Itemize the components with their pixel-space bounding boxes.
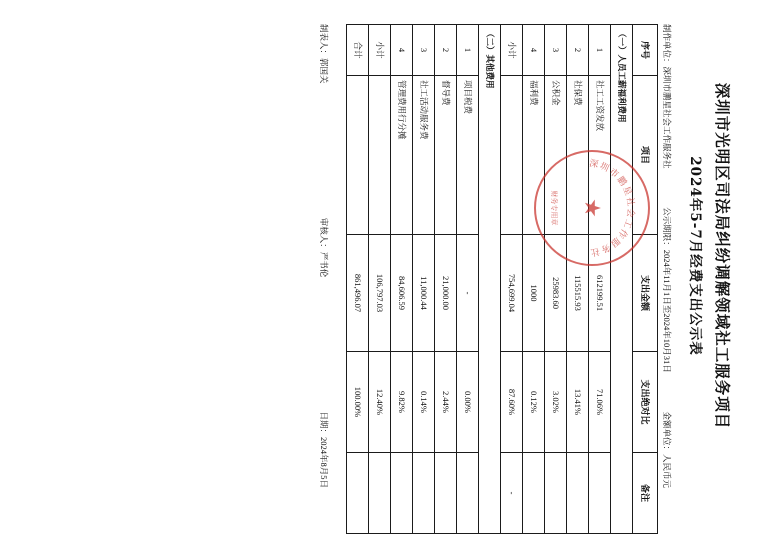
cell-note (434, 453, 456, 534)
cell-pct: 0.00% (456, 352, 478, 453)
page-subtitle: 2024年5-7月经费支出公示表 (686, 156, 703, 356)
footer-row (318, 24, 330, 488)
cell-total-pct: 100.00% (346, 352, 368, 453)
section-header-row (610, 25, 632, 534)
cell-pct: 13.41% (566, 352, 588, 453)
cell-note (544, 453, 566, 534)
table-row (522, 25, 544, 534)
cell-note (390, 453, 412, 534)
cell-amount: 115515.93 (566, 235, 588, 352)
cell-seq: 4 (390, 25, 412, 76)
meta-row (661, 24, 673, 488)
expense-table (346, 24, 658, 534)
cell-amount: 1000 (522, 235, 544, 352)
cell-total-item (346, 76, 368, 235)
cell-pct: 2.44% (434, 352, 456, 453)
section-title: （一）人员工薪福利费用 (610, 25, 632, 534)
section-header-row (478, 25, 500, 534)
cell-amount: 612199.51 (588, 235, 610, 352)
cell-subtotal-label: 小计 (500, 25, 522, 76)
cell-subtotal-label: 小计 (368, 25, 390, 76)
cell-seq: 2 (434, 25, 456, 76)
cell-seq: 1 (588, 25, 610, 76)
header-item: 项目 (632, 76, 657, 235)
cell-note (522, 453, 544, 534)
cell-amount: 11,000.44 (412, 235, 434, 352)
cell-note (412, 453, 434, 534)
table-row (434, 25, 456, 534)
subtotal-row (500, 25, 522, 534)
cell-item: 社工工资发放 (588, 76, 610, 235)
cell-subtotal-amount: 754,699.04 (500, 235, 522, 352)
header-seq: 序号 (632, 25, 657, 76)
table-row (390, 25, 412, 534)
header-amount: 支出金额 (632, 235, 657, 352)
seal-star-icon: ★ (580, 198, 605, 218)
footer-date: 日期：2024年8月5日 (318, 411, 329, 488)
cell-item: 社保费 (566, 76, 588, 235)
cell-item: 管理费用行分摊 (390, 76, 412, 235)
cell-total-label: 合计 (346, 25, 368, 76)
cell-amount: - (456, 235, 478, 352)
cell-amount: 21,000.00 (434, 235, 456, 352)
cell-subtotal-item (368, 76, 390, 235)
cell-pct: 9.82% (390, 352, 412, 453)
grand-total-row (346, 25, 368, 534)
cell-note (566, 453, 588, 534)
table-row (566, 25, 588, 534)
table-row (544, 25, 566, 534)
meta-period: 公示期限：2024年11月1日至2024年10月31日 (661, 207, 672, 373)
table-row (456, 25, 478, 534)
cell-note (588, 453, 610, 534)
cell-total-note (346, 453, 368, 534)
cell-seq: 2 (566, 25, 588, 76)
footer-reviewer: 审核人：严书伦 (318, 217, 329, 278)
table-row (412, 25, 434, 534)
cell-item: 社工活动服务费 (412, 76, 434, 235)
cell-amount: 84,606.59 (390, 235, 412, 352)
cell-pct: 3.02% (544, 352, 566, 453)
cell-seq: 4 (522, 25, 544, 76)
page-title: 深圳市光明区司法局纠纷调解领域社工服务项目 (713, 82, 732, 430)
cell-total-amount: 861,496.07 (346, 235, 368, 352)
header-note: 备注 (632, 453, 657, 534)
cell-seq: 1 (456, 25, 478, 76)
header-pct: 支出绝对比 (632, 352, 657, 453)
cell-seq: 3 (544, 25, 566, 76)
cell-subtotal-item (500, 76, 522, 235)
cell-subtotal-pct: 87.60% (500, 352, 522, 453)
cell-pct: 0.12% (522, 352, 544, 453)
seal-bottom-label: 财务专用章 (550, 190, 558, 226)
cell-item: 项目税费 (456, 76, 478, 235)
section-title: （二）其他费用 (478, 25, 500, 534)
footer-preparer: 制表人：郭国关 (318, 24, 329, 84)
cell-subtotal-amount: 106,797.03 (368, 235, 390, 352)
cell-item: 督导费 (434, 76, 456, 235)
cell-subtotal-pct: 12.40% (368, 352, 390, 453)
subtotal-row (368, 25, 390, 534)
cell-pct: 0.14% (412, 352, 434, 453)
cell-subtotal-note (368, 453, 390, 534)
cell-amount: 25983.60 (544, 235, 566, 352)
cell-item: 公积金 (544, 76, 566, 235)
cell-subtotal-note: - (500, 453, 522, 534)
seal-arc-label: 深圳市鹏星社会工作服务社 (588, 158, 636, 258)
table-row (588, 25, 610, 534)
table-header-row (632, 25, 657, 534)
meta-unit: 制作单位：深圳市鹏星社会工作服务社 (661, 24, 672, 169)
cell-pct: 71.06% (588, 352, 610, 453)
cell-item: 福利费 (522, 76, 544, 235)
cell-note (456, 453, 478, 534)
meta-currency: 金额单位：人民币元 (661, 411, 672, 488)
cell-seq: 3 (412, 25, 434, 76)
